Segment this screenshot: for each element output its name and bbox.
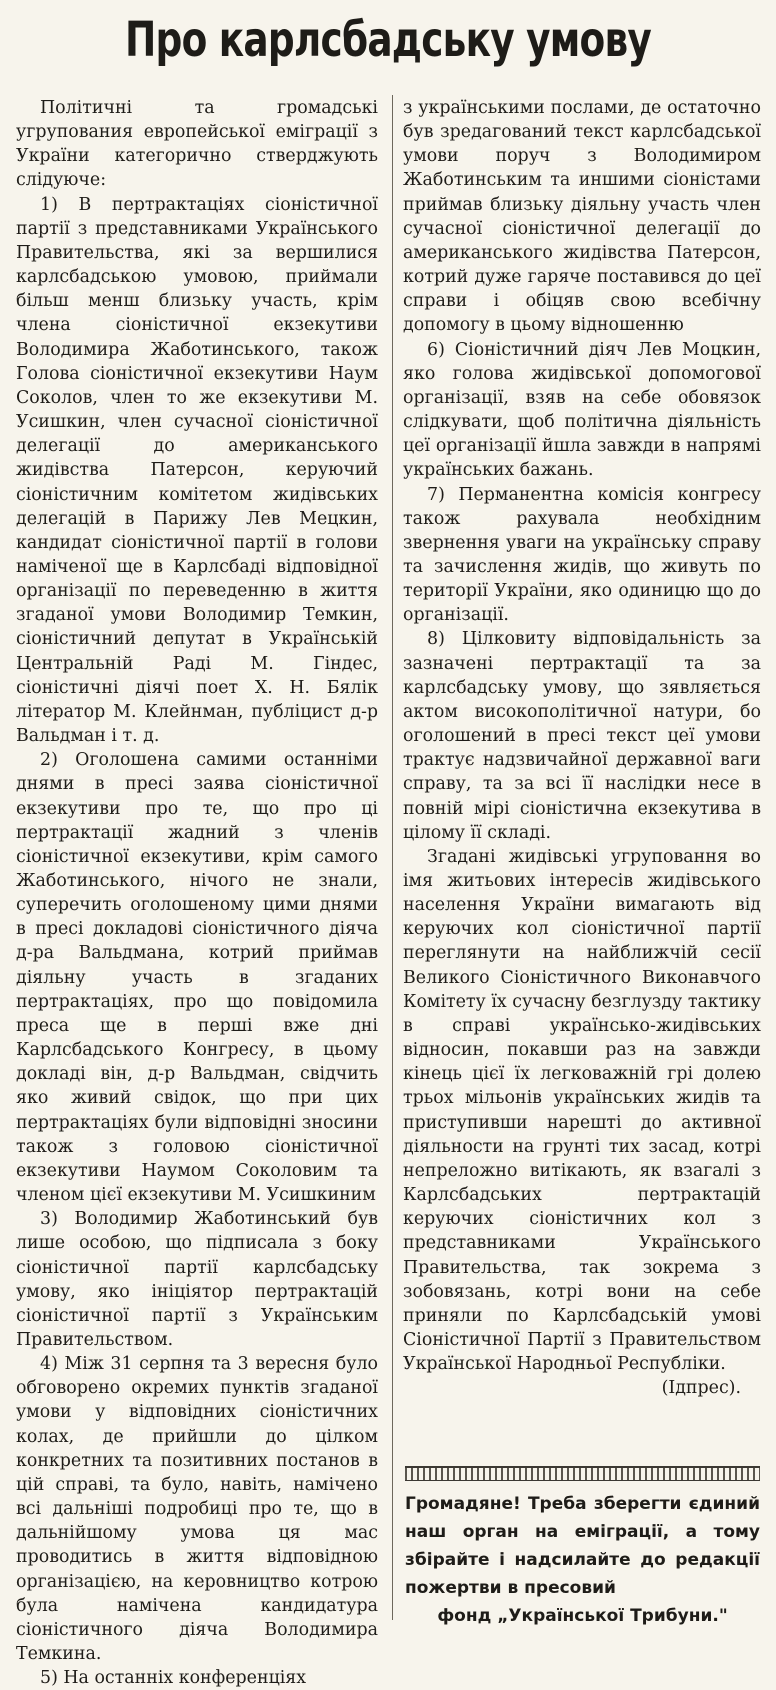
paragraph-point-3: 3) Володимир Жаботинський був лише особою, що підписала з боку сіоністичної партії карлсбадську умову, яко ініціятор пертрактацій сіоністичної партії з Українським Правительством.	[16, 1209, 378, 1350]
paragraph-point-7: 7) Перманентна комісія конгресу також рахувала необхідним звернення уваги на українську справу та зачислення жидів, що живуть по території України, яко одиницю що до організації.	[403, 484, 761, 626]
column-divider	[392, 95, 393, 1620]
paragraph-point-5-continued: з українськими послами, де остаточно був зредагований текст карлсбадської умови поруч з Володимиром Жаботинським та иншими сіоністами приймав близьку діяльну участь член сучасної сіоністичної делегації до американського жидівства Патерсон, котрий дуже гаряче поставився до цеї справи і обіцяв свою всебічну допомогу в цьому відношенню	[403, 98, 761, 336]
paragraph-demands: Згадані жидівські угруповання во імя житьових інтересів жидівського населення України вимагають від керуючих кол сіоністичної партії переглянути на найближчій сесії Великого Сіоністичного Виконавчого Комітету їх сучасну безглузду тактику в справі українсько-жидівських відносин, покавши раз на завжди кінець цієї їх легковажній грі долею трьох мільонів українських жидів та приступивши нарешті до активної діяльности на грунті тих засад, котрі непреложно витікають, як взагалі з Карлсбадських пертрактацій керуючих сіоністичних кол з представниками Українського Правительства, так зокрема з зобовязань, котрі вони на себе приняли по Карлсбадській умові Сіоністичної Партії з Правительством Української Народньої Республіки.	[403, 846, 761, 1375]
paragraph-point-8: 8) Цілковиту відповідальність за зазначені пертрактації та за карлсбадську умову, що зявляється актом високополітичної натури, бо оголошений в пресі текст цеї умови трактує надзвичайної державної ваги справу, та за всі її наслідки несе в повній мірі сіоністична екзекутива в цілому її складі.	[403, 629, 761, 843]
paragraph-intro: Політичні та громадські угрупования европейської еміграції з України категорично стверджують слідуюче:	[16, 98, 378, 191]
paragraph-point-4: 4) Між 31 серпня та 3 вересня було обговорено окремих пунктів згаданої умови у відповідних сіоністичних колах, де прийшли до цілком конкретних та позитивних постанов в цій справі, та було, навіть, намічено всі дальніші подробиці про те, що в дальнійшому умова ця мас проводитись в життя відповідною організацією, на керовництво котрою була намічена кандидатура сіоністичного діяча Володимира Темкина.	[16, 1354, 378, 1664]
appeal-last-line: фонд „Української Трибуни."	[437, 1606, 728, 1626]
appeal-text: Громадяне! Треба зберегти єдиний наш орган на еміграції, а тому збірайте і надсилайте до редакції пожертви в пресовий	[405, 1494, 760, 1598]
donation-appeal	[405, 1490, 760, 1630]
headline: Про карлсбадську умову	[124, 12, 652, 68]
paragraph-point-6: 6) Сіоністичний діяч Лев Моцкин, яко голова жидівської допомогової організації, взяв на себе обовязок слідкувати, щоб політична діяльність цеї організації йшла завжди в напрямі українських бажань.	[403, 339, 761, 481]
paragraph-point-5-start: 5) На останніх конференціях	[40, 1668, 307, 1689]
signature: (Ідпрес).	[661, 1378, 741, 1399]
left-column	[16, 96, 378, 1690]
right-column	[403, 96, 761, 1400]
paragraph-point-2: 2) Оголошена самими останніми днями в пресі заява сіоністичної екзекутиви про те, що про ці пертрактації жадний з членів сіоністичної екзекутиви, крім самого Жаботинського, нічого не знали, суперечить оголошеному цими днями в пресі докладові сіоністичного діяча д-ра Вальдмана, котрий приймав діяльну участь в згаданих пертрактаціях, про що повідомила преса ще в перші вже дні Карлсбадського Конгресу, в цьому докладі він, д-р Вальдман, свідчить яко живий свідок, що при цих пертрактаціях були відповідні зносини також з головою сіоністичної екзекутиви Наумом Соколовим та членом цієї екзекутиви М. Усишкиним	[16, 750, 378, 1206]
ornamental-rule	[405, 1466, 760, 1481]
paragraph-point-1: 1) В пертрактаціях сіоністичної партії з представниками Українського Правительства, які за вершилися карлсбадською умовою, приймали більш менш близьку участь, крім члена сіоністичної екзекутиви Володимира Жаботинського, також Голова сіоністичної екзекутиви Наум Соколов, член то же екзекутиви М. Усишкин, член сучасної сіоністичної делегації до американського жидівства Патерсон, керуючий сіоністичним комітетом жидівських делегацій в Парижу Лев Мецкин, кандидат сіоністичної партії в голови наміченої ще в Карлсбаді відповідної організації по переведенню в життя згаданої умови Володимир Темкин, сіоністичний депутат в Українській Центральній Раді М. Гіндес, сіоністичні діячі поет Х. Н. Бялік літератор М. Клейнман, публіцист д-р Вальдман і т. д.	[16, 194, 378, 747]
